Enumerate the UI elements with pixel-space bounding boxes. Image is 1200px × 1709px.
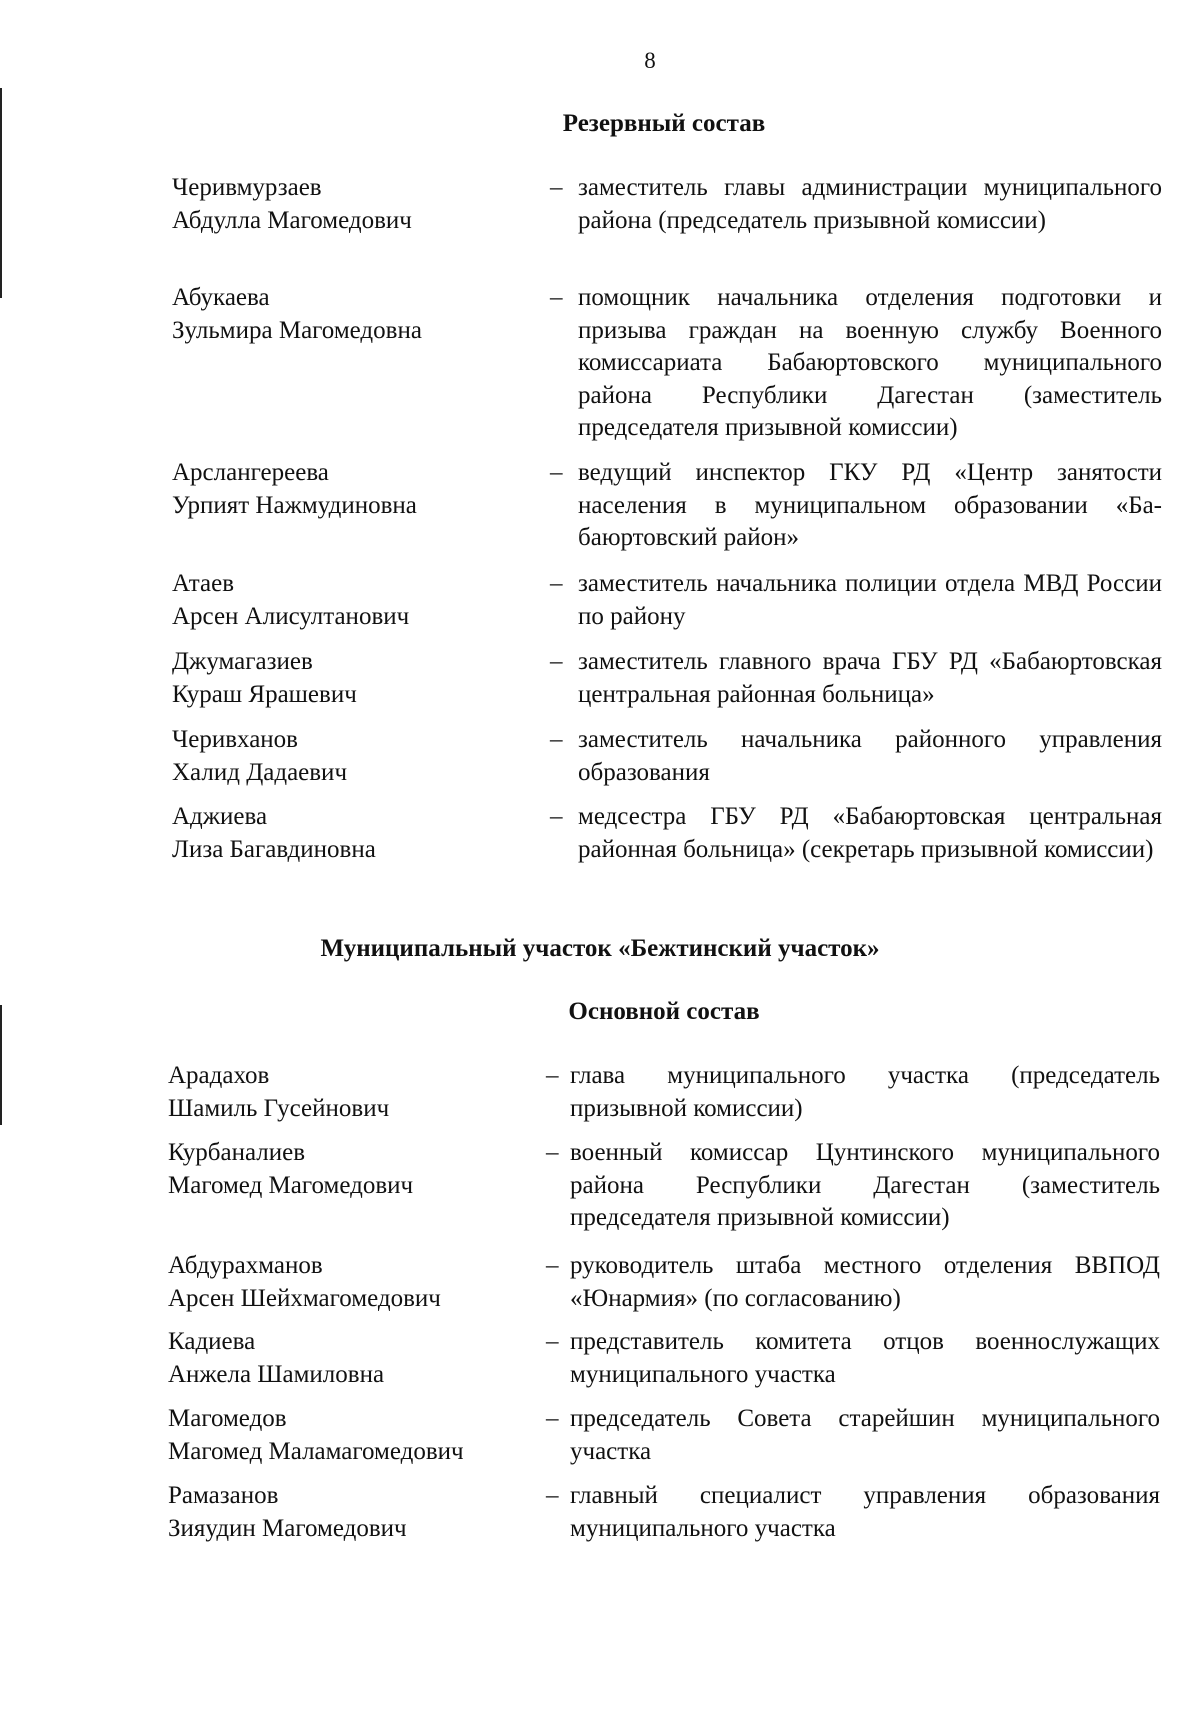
member-row	[168, 1326, 1160, 1394]
member-surname: Атаев	[172, 570, 235, 597]
member-role: главный специалист управления образования муниципального участка	[570, 1482, 1160, 1542]
member-name	[172, 646, 532, 711]
member-given-name: Зияудин Магомедович	[168, 1514, 407, 1542]
page-number: 8	[644, 48, 656, 73]
member-surname: Джумагазиев	[172, 648, 313, 675]
member-surname: Рамазанов	[168, 1482, 279, 1509]
member-surname: Абукаева	[172, 284, 270, 311]
member-row	[172, 282, 1162, 447]
dash-separator: –	[546, 1405, 559, 1432]
member-given-name: Анжела Шамиловна	[168, 1360, 385, 1388]
member-given-name: Халид Дадаевич	[172, 758, 348, 786]
member-role: военный комиссар Цунтинского муниципального района Республики Дагестан (заместитель председателя призывной комиссии)	[570, 1139, 1160, 1231]
dash-separator: –	[546, 1482, 559, 1509]
dash-separator: –	[546, 1328, 559, 1355]
member-surname: Аджиева	[172, 803, 268, 830]
member-role: заместитель начальника полиции отдела МВД России по району	[578, 570, 1162, 630]
dash-separator: –	[550, 648, 563, 675]
section-heading-reserve: Резервный состав	[562, 110, 766, 137]
member-name	[168, 1137, 528, 1202]
member-role: ведущий инспектор ГКУ РД «Центр занятости населения в муниципальном образовании «Бабаюртовский район»	[578, 459, 1162, 551]
member-name	[168, 1250, 528, 1315]
member-surname: Арслангереева	[172, 459, 329, 486]
member-row	[168, 1137, 1160, 1237]
member-row	[168, 1403, 1160, 1471]
member-given-name: Магомед Магомедович	[168, 1171, 414, 1199]
member-name	[172, 801, 532, 866]
member-given-name: Арсен Алисултанович	[172, 602, 410, 630]
dash-separator: –	[550, 803, 563, 830]
member-name	[172, 457, 532, 522]
member-role: медсестра ГБУ РД «Бабаюртовская центральная районная больница» (секретарь призывной комиссии)	[578, 803, 1162, 863]
member-name	[172, 282, 532, 347]
member-role: помощник начальника отделения подготовки и призыва граждан на военную службу Военного комиссариата Бабаюртовского муниципального района Республики Дагестан (заместитель председателя призывной комиссии)	[578, 284, 1162, 441]
member-surname: Магомедов	[168, 1405, 287, 1432]
member-row	[168, 1250, 1160, 1318]
section-heading-main: Основной состав	[568, 998, 760, 1025]
member-role: заместитель начальника районного управления образования	[578, 726, 1162, 786]
dash-separator: –	[550, 284, 563, 311]
municipal-section-title: Муниципальный участок «Бежтинский участок»	[320, 935, 880, 962]
member-surname: Курбаналиев	[168, 1139, 306, 1166]
dash-separator: –	[546, 1252, 559, 1279]
member-given-name: Зульмира Магомедовна	[172, 316, 422, 344]
member-given-name: Урпият Нажмудиновна	[172, 491, 417, 519]
dash-separator: –	[550, 174, 563, 201]
member-given-name: Шамиль Гусейнович	[168, 1094, 390, 1122]
member-given-name: Абдулла Магомедович	[172, 206, 412, 234]
member-row	[168, 1060, 1160, 1128]
member-row	[172, 457, 1162, 557]
member-name	[168, 1403, 528, 1468]
member-row	[172, 646, 1162, 714]
dash-separator: –	[550, 726, 563, 753]
member-given-name: Кураш Ярашевич	[172, 680, 357, 708]
member-row	[172, 724, 1162, 792]
member-role: заместитель главы администрации муниципального района (председатель призывной комиссии)	[578, 174, 1162, 234]
member-name	[172, 172, 532, 237]
member-surname: Арадахов	[168, 1062, 270, 1089]
member-name	[168, 1480, 528, 1545]
member-role: глава муниципального участка (председатель призывной комиссии)	[570, 1062, 1160, 1122]
member-row	[172, 801, 1162, 901]
member-surname: Абдурахманов	[168, 1252, 323, 1279]
member-surname: Черивмурзаев	[172, 174, 322, 201]
member-role: представитель комитета отцов военнослужащих муниципального участка	[570, 1328, 1160, 1388]
member-row	[168, 1480, 1160, 1548]
dash-separator: –	[550, 570, 563, 597]
member-name	[172, 724, 532, 789]
member-given-name: Магомед Маламагомедович	[168, 1437, 464, 1465]
member-name	[168, 1060, 528, 1125]
member-given-name: Арсен Шейхмагомедович	[168, 1284, 441, 1312]
member-role: председатель Совета старейшин муниципального участка	[570, 1405, 1160, 1465]
dash-separator: –	[546, 1062, 559, 1089]
member-role: руководитель штаба местного отделения ВВПОД «Юнармия» (по согласованию)	[570, 1252, 1160, 1312]
member-given-name: Лиза Багавдиновна	[172, 835, 376, 863]
member-surname: Кадиева	[168, 1328, 256, 1355]
member-surname: Черивханов	[172, 726, 298, 753]
dash-separator: –	[550, 459, 563, 486]
member-row	[172, 568, 1162, 636]
member-name	[168, 1326, 528, 1391]
dash-separator: –	[546, 1139, 559, 1166]
member-row	[172, 172, 1162, 272]
member-role: заместитель главного врача ГБУ РД «Бабаюртовская центральная районная больница»	[578, 648, 1162, 708]
member-name	[172, 568, 532, 633]
